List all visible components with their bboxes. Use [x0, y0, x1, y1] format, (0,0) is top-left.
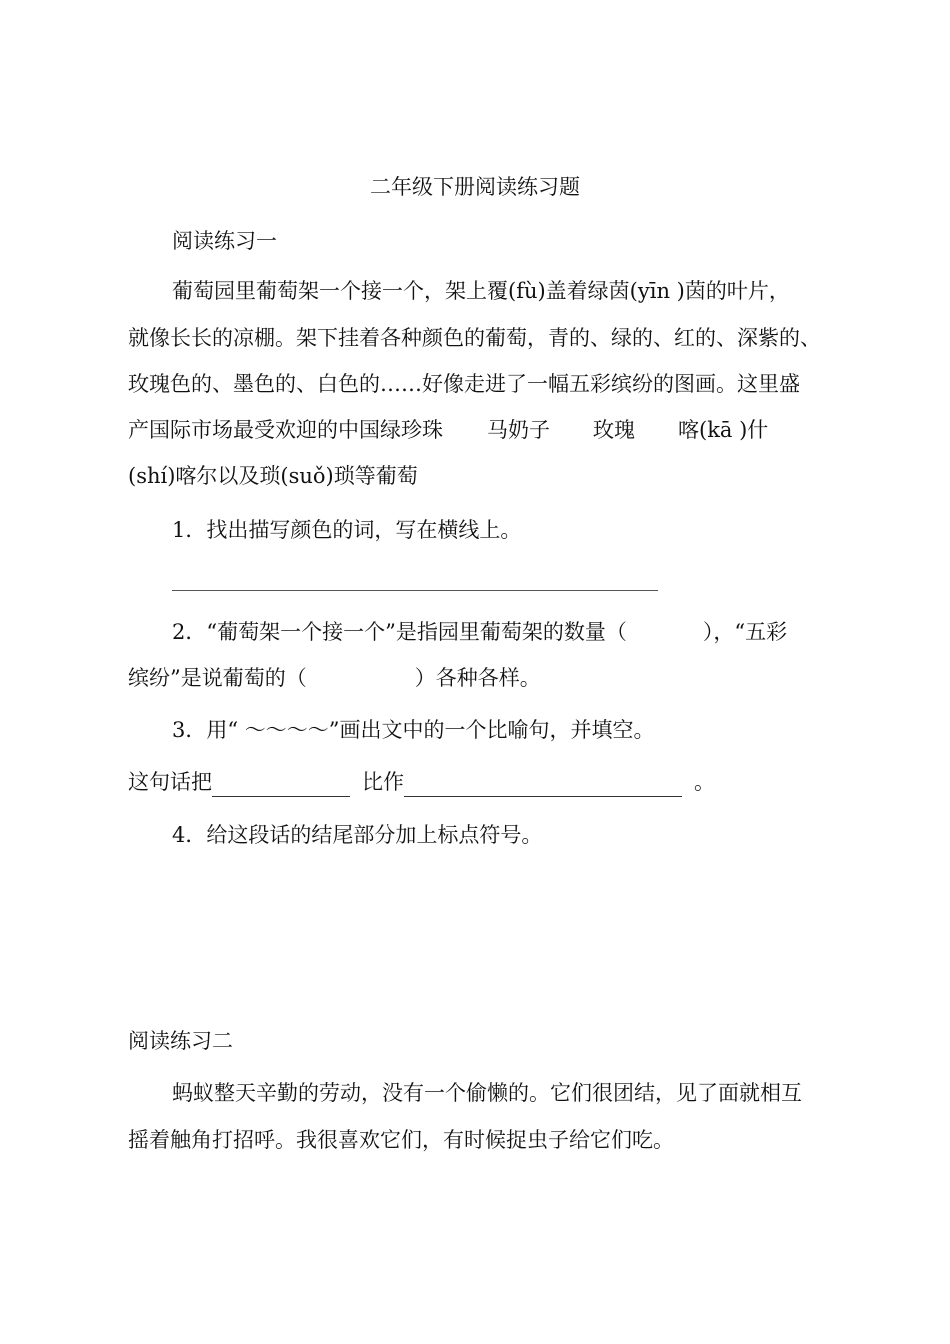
question-3-fill	[128, 767, 715, 797]
question-3-blank-a[interactable]	[212, 774, 350, 797]
question-2-line2	[128, 663, 541, 693]
question-3-blank-b[interactable]	[404, 774, 682, 797]
question-2-text-d: ）各种各样。	[414, 666, 541, 690]
question-2-text-b: ），“五彩	[702, 620, 788, 644]
question-1: 1．找出描写颜色的词，写在横线上。	[172, 518, 522, 542]
question-2-text-c: 缤纷”是说葡萄的（	[128, 666, 307, 690]
question-3-fill-end: 。	[694, 770, 715, 794]
paragraph2-line1: 蚂蚁整天辛勤的劳动，没有一个偷懒的。它们很团结，见了面就相互	[172, 1081, 802, 1105]
question-2-line1	[172, 617, 787, 647]
paragraph1-line4	[128, 415, 768, 445]
grape-variety-kashgar: 喀(kā )什	[678, 418, 769, 442]
section1-heading: 阅读练习一	[172, 229, 277, 253]
grape-variety-green-pearl: 产国际市场最受欢迎的中国绿珍珠	[128, 418, 443, 442]
question-3-fill-text-b: 比作	[362, 770, 404, 794]
question-3: 3．用“ ～～～～”画出文中的一个比喻句，并填空。	[172, 718, 655, 742]
section2-heading: 阅读练习二	[128, 1029, 233, 1053]
question-4: 4．给这段话的结尾部分加上标点符号。	[172, 823, 543, 847]
grape-variety-rose: 玫瑰	[593, 418, 635, 442]
paragraph1-line1: 葡萄园里葡萄架一个接一个，架上覆(fù)盖着绿茵(yīn )茵的叶片，	[172, 279, 790, 303]
paragraph1-line5: (shí)喀尔以及琐(suǒ)琐等葡萄	[128, 464, 418, 488]
paragraph1-line3: 玫瑰色的、墨色的、白色的……好像走进了一幅五彩缤纷的图画。这里盛	[128, 372, 800, 396]
paragraph1-line2: 就像长长的凉棚。架下挂着各种颜色的葡萄，青的、绿的、红的、深紫的、	[128, 326, 821, 350]
question-1-answer-line[interactable]	[172, 590, 658, 591]
question-2-text-a: 2．“葡萄架一个接一个”是指园里葡萄架的数量（	[172, 620, 627, 644]
grape-variety-horse-nipple: 马奶子	[487, 418, 550, 442]
document-title: 二年级下册阅读练习题	[370, 175, 580, 199]
paragraph2-line2: 摇着触角打招呼。我很喜欢它们，有时候捉虫子给它们吃。	[128, 1128, 674, 1152]
question-3-fill-text-a: 这句话把	[128, 770, 212, 794]
